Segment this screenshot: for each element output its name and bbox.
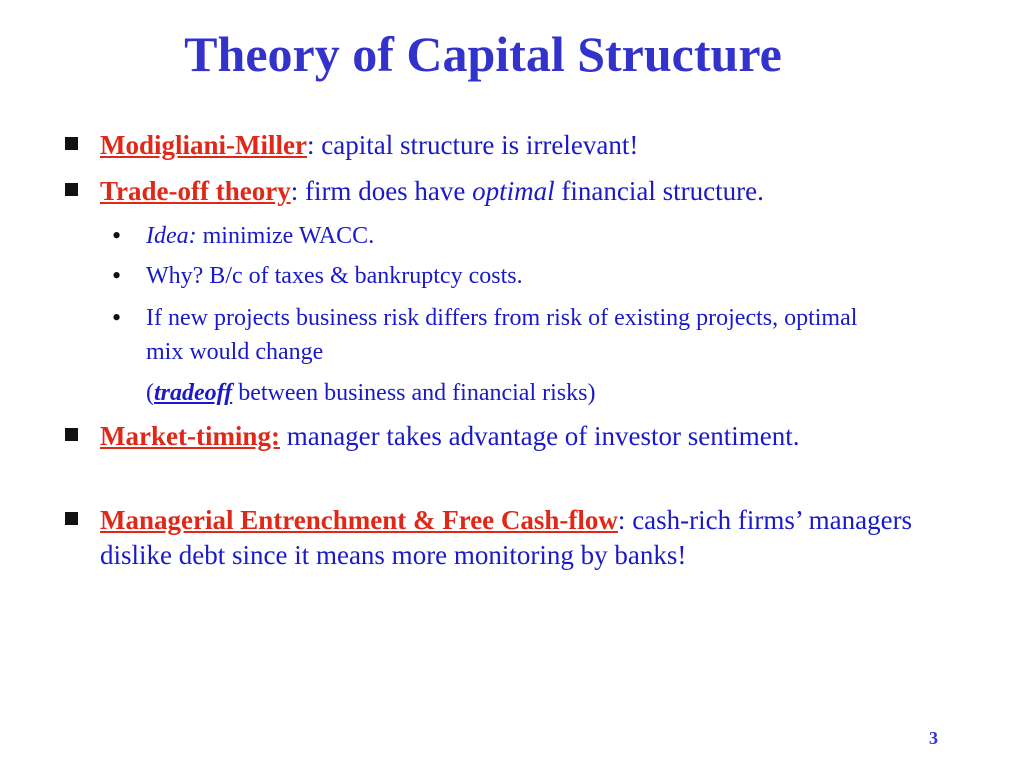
bullet-term: Market-timing:	[100, 421, 280, 451]
bullet-separator: :	[290, 176, 299, 206]
bullet-trade-off-theory	[100, 174, 950, 209]
bullet-modigliani-miller	[100, 128, 950, 163]
bullet-separator: :	[306, 130, 315, 160]
bullet-term: Modigliani-Miller	[100, 130, 307, 160]
sub-bullet-text: If new projects business risk differs from risk of existing projects, optimal mix would change	[146, 305, 858, 365]
square-bullet-icon	[65, 512, 78, 525]
square-bullet-icon	[65, 428, 78, 441]
sub-bullet-label: Idea:	[146, 223, 197, 249]
bullet-separator: :	[617, 505, 626, 535]
bullet-term: Managerial Entrenchment & Free Cash-flow	[100, 505, 618, 535]
slide-title: Theory of Capital Structure	[184, 26, 782, 82]
bullet-term: Trade-off theory	[100, 176, 291, 206]
bullet-text: firm does have	[298, 176, 473, 206]
sub-bullet-new-projects	[112, 301, 866, 369]
bullet-managerial-entrenchment	[100, 503, 940, 573]
sub-bullet-why	[112, 259, 906, 293]
bullet-text: cash-rich firms’ managers dislike debt since it means more monitoring by banks!	[100, 505, 913, 570]
bullet-text: capital structure is irrelevant!	[314, 130, 639, 160]
sub-bullet-text: between business and financial risks)	[232, 380, 596, 406]
square-bullet-icon	[65, 137, 78, 150]
sub-bullet-text: minimize WACC.	[196, 223, 375, 249]
sub-bullet-idea	[112, 219, 906, 253]
round-bullet-icon: •	[112, 261, 122, 290]
sub-bullet-paren: (	[146, 380, 154, 406]
round-bullet-icon: •	[112, 303, 122, 332]
bullet-text: financial structure.	[554, 176, 764, 206]
bullet-text-emphasis: optimal	[472, 176, 555, 206]
square-bullet-icon	[65, 183, 78, 196]
sub-bullet-emphasis: tradeoff	[154, 380, 233, 406]
sub-bullet-continuation	[146, 376, 906, 410]
bullet-market-timing	[100, 419, 860, 454]
sub-bullet-text: Why? B/c of taxes & bankruptcy costs.	[146, 263, 523, 289]
round-bullet-icon: •	[112, 221, 122, 250]
page-number: 3	[929, 728, 938, 748]
bullet-text: manager takes advantage of investor sentiment.	[279, 421, 800, 451]
